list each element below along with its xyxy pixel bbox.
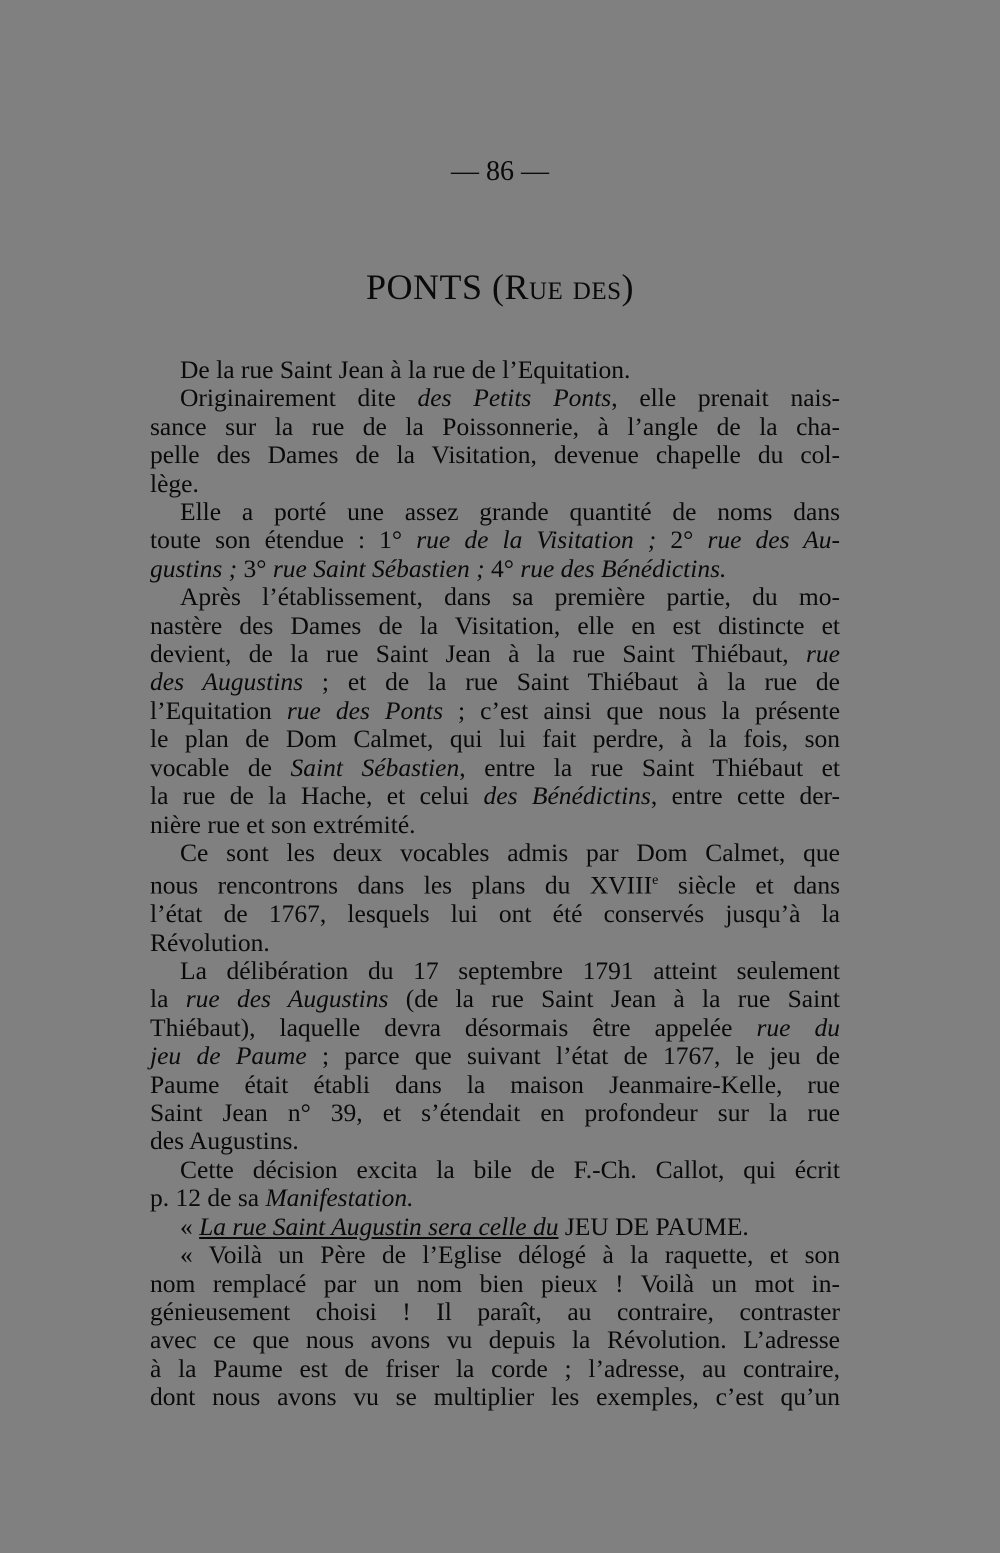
text-run: De la rue Saint Jean à la rue de l’Equitation.	[180, 355, 631, 384]
text-run: « Voilà un Père de l’Eglise délogé à la raquette, et son	[180, 1240, 840, 1270]
text-line	[150, 640, 840, 668]
text-run: l’Equitation	[150, 695, 287, 725]
text-run: génieusement choisi ! Il paraît, au contraire, contraster	[150, 1296, 840, 1326]
text-run: 2°	[656, 525, 708, 555]
text-line	[150, 985, 840, 1013]
italic-run: rue Saint Sébastien ;	[272, 553, 485, 583]
text-run: Elle a porté une assez grande quantité de noms dans	[180, 497, 840, 527]
page-title	[0, 266, 1000, 308]
text-line	[150, 1156, 840, 1184]
text-run: vocable de	[150, 752, 291, 782]
text-line	[150, 1298, 840, 1326]
text-run: des Augustins.	[150, 1126, 299, 1156]
text-line	[150, 1383, 840, 1411]
italic-run: rue des Bénédictins.	[520, 553, 727, 583]
text-line	[150, 356, 840, 384]
text-line	[150, 413, 840, 441]
text-run: (de la rue Saint Jean à la rue Saint	[388, 984, 840, 1014]
italic-run: des Petits Ponts	[417, 383, 612, 413]
text-run: , elle prenait nais-	[611, 383, 841, 413]
text-run: nière rue et son extrémité.	[150, 809, 416, 839]
italic-run: rue des Augustins	[185, 984, 389, 1014]
text-run: pelle des Dames de la Visitation, devenue chapelle du col-	[150, 440, 840, 470]
text-line	[150, 1241, 840, 1269]
text-line	[150, 1099, 840, 1127]
text-run: , entre cette der-	[650, 781, 840, 811]
italic-run: rue de la Visitation ;	[416, 525, 657, 555]
text-line	[150, 782, 840, 810]
text-line	[150, 612, 840, 640]
text-run: dont nous avons vu se multiplier les exemples, c’est qu’un	[150, 1382, 840, 1412]
page-number: — 86 —	[451, 156, 549, 187]
italic-run: gustins ;	[150, 553, 238, 583]
text-run: l’état de 1767, lesquels lui ont été conservés jusqu’à la	[150, 899, 840, 929]
text-line	[150, 1014, 840, 1042]
text-line	[150, 1042, 840, 1070]
text-run: sance sur la rue de la Poissonnerie, à l’angle de la cha-	[150, 411, 840, 441]
text-line	[150, 929, 840, 957]
text-run: Cette décision excita la bile de F.-Ch. Callot, qui écrit	[180, 1154, 840, 1184]
text-run: Paume était établi dans la maison Jeanmaire-Kelle, rue	[150, 1069, 840, 1099]
italic-run: Manifestation.	[265, 1183, 414, 1213]
text-line	[150, 1071, 840, 1099]
text-line	[150, 498, 840, 526]
italic-run: rue du	[756, 1012, 840, 1042]
body-text	[150, 356, 840, 1412]
text-line	[150, 697, 840, 725]
text-line	[150, 1127, 840, 1155]
text-line	[150, 725, 840, 753]
title-main: PONTS (	[365, 267, 505, 307]
italic-run: rue des Au-	[707, 525, 841, 555]
text-run: ; et de la rue Saint Thiébaut à la rue de	[303, 667, 840, 697]
text-run: p. 12 de sa	[150, 1183, 266, 1213]
text-run: Thiébaut), laquelle devra désormais être appelée	[150, 1012, 757, 1042]
text-line	[150, 555, 840, 583]
title-close: )	[621, 267, 635, 307]
text-run: le plan de Dom Calmet, qui lui fait perdre, à la fois, son	[150, 724, 840, 754]
text-line	[150, 900, 840, 928]
text-line	[150, 1355, 840, 1383]
italic-run: des Bénédictins	[483, 781, 651, 811]
text-line	[150, 583, 840, 611]
text-line	[150, 526, 840, 554]
text-line	[150, 668, 840, 696]
text-run: siècle et dans	[658, 870, 840, 900]
text-line	[150, 957, 840, 985]
text-run: Saint Jean n° 39, et s’étendait en profondeur sur la rue	[150, 1098, 840, 1128]
italic-run: Saint Sébastien	[290, 752, 460, 782]
text-line	[150, 1270, 840, 1298]
text-run: , entre la rue Saint Thiébaut et	[459, 752, 841, 782]
text-run: la rue de la Hache, et celui	[150, 781, 484, 811]
text-run: nom remplacé par un nom bien pieux ! Voilà un mot in-	[150, 1268, 840, 1298]
text-line	[150, 1326, 840, 1354]
text-run: Après l’établissement, dans sa première partie, du mo-	[180, 582, 840, 612]
text-run: lège.	[150, 468, 199, 498]
text-line	[150, 867, 840, 900]
italic-run: jeu de Paume	[150, 1041, 307, 1071]
text-line	[150, 811, 840, 839]
text-run: Originairement dite	[180, 383, 418, 413]
text-run: nastère des Dames de la Visitation, elle en est distincte et	[150, 610, 840, 640]
text-line	[150, 441, 840, 469]
text-run: 4°	[484, 553, 521, 583]
text-run: ; c’est ainsi que nous la présente	[443, 695, 841, 725]
text-line	[150, 470, 840, 498]
text-run: JEU DE PAUME.	[558, 1211, 749, 1241]
text-run: ; parce que suivant l’état de 1767, le jeu de	[306, 1041, 840, 1071]
text-line	[150, 1184, 840, 1212]
italic-run: rue des Ponts	[286, 695, 444, 725]
text-run: nous rencontrons dans les plans du XVIII	[150, 870, 653, 900]
italic-run: La rue Saint Augustin sera celle du	[199, 1211, 559, 1241]
text-run: La délibération du 17 septembre 1791 atteint seulement	[180, 956, 840, 986]
title-small-caps: Rue des	[504, 267, 622, 307]
text-run: devient, de la rue Saint Jean à la rue Saint Thiébaut,	[150, 639, 806, 669]
text-run: Ce sont les deux vocables admis par Dom Calmet, que	[180, 837, 840, 867]
text-run: toute son étendue : 1°	[150, 525, 417, 555]
superscript: e	[652, 873, 659, 889]
text-run: «	[180, 1211, 200, 1241]
italic-run: des Augustins	[150, 667, 303, 697]
text-line	[150, 839, 840, 867]
text-run: Révolution.	[150, 927, 270, 957]
text-line	[150, 1213, 840, 1241]
text-line	[150, 754, 840, 782]
text-run: la	[150, 984, 186, 1014]
text-run: avec ce que nous avons vu depuis la Révolution. L’adresse	[150, 1325, 840, 1355]
text-run: à la Paume est de friser la corde ; l’adresse, au contraire,	[150, 1353, 840, 1383]
text-line	[150, 384, 840, 412]
italic-run: rue	[806, 639, 840, 669]
text-run: 3°	[237, 553, 273, 583]
